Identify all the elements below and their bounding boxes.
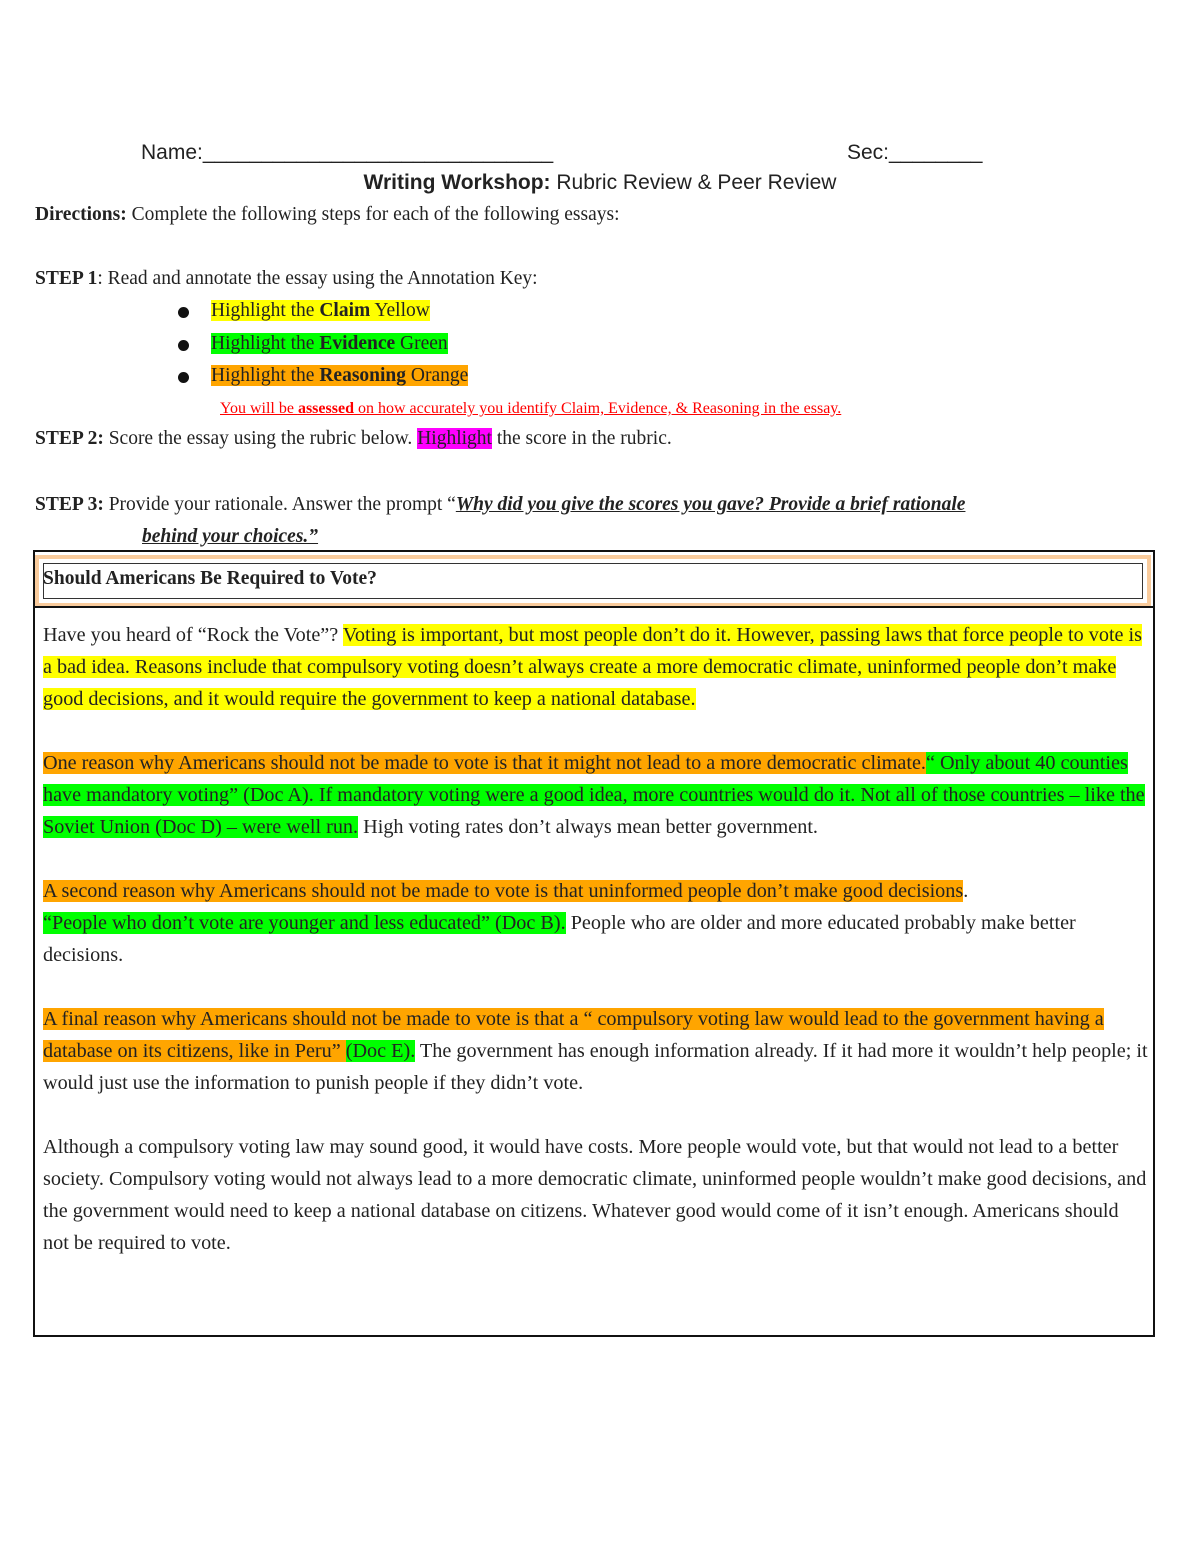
bullet-pre: Highlight the bbox=[211, 332, 320, 354]
directions-label: Directions: bbox=[35, 204, 127, 225]
step3-prompt-line1: Why did you give the scores you gave? Provide a brief rationale bbox=[455, 494, 966, 515]
section-field bbox=[847, 141, 982, 165]
bullet-bold: Claim bbox=[319, 300, 371, 321]
reasoning-text: A final reason why Americans should not be made to vote is that a “ compulsory voting law would lead to the government having a database on its citizens, like in Peru” bbox=[43, 1008, 1104, 1062]
bullet-bold: Reasoning bbox=[319, 365, 407, 386]
annotation-claim bbox=[178, 296, 468, 329]
essay-paragraph-3 bbox=[43, 875, 1148, 971]
essay-text: People who are older and more educated probably make better decisions. bbox=[43, 912, 1076, 966]
bullet-post: Yellow bbox=[370, 300, 430, 321]
essay-paragraph-4 bbox=[43, 1003, 1148, 1099]
evidence-text: “People who don’t vote are younger and less educated” (Doc B). bbox=[43, 912, 566, 934]
essay-body bbox=[43, 619, 1148, 1259]
directions-text: Complete the following steps for each of the following essays: bbox=[126, 204, 620, 225]
essay-title: Should Americans Be Required to Vote? bbox=[43, 568, 377, 589]
step2-text-pre: Score the essay using the rubric below. bbox=[103, 428, 418, 449]
reasoning-highlight bbox=[211, 365, 468, 386]
evidence-highlight bbox=[211, 333, 448, 354]
essay-paragraph-2 bbox=[43, 747, 1148, 843]
name-field bbox=[141, 141, 553, 165]
title-rest: Rubric Review & Peer Review bbox=[550, 171, 837, 194]
essay-text: High voting rates don’t always mean better government. bbox=[358, 816, 818, 838]
evidence-text: “ Only about 40 counties have mandatory voting” (Doc A). If mandatory voting were a good idea, more countries would do it. Not all of those countries – like the Soviet Union (Doc D) – were well run. bbox=[43, 752, 1145, 838]
bullet-pre: Highlight the bbox=[211, 365, 320, 386]
reasoning-text: One reason why Americans should not be made to vote is that it might not lead to a more democratic climate. bbox=[43, 752, 926, 774]
claim-text: Voting is important, but most people don’t do it. However, passing laws that force people to vote is a bad idea. Reasons include that compulsory voting doesn’t always create a more democratic climate, uninformed people don’t make good decisions, and it would require the government to keep a national database. bbox=[43, 624, 1143, 710]
essay-divider bbox=[33, 606, 1155, 608]
step3-label: STEP 3: bbox=[35, 494, 104, 515]
assessment-warning bbox=[220, 400, 841, 418]
warning-pre: You will be bbox=[220, 400, 298, 417]
highlight-word: Highlight bbox=[417, 428, 492, 449]
step3-prompt-line2: behind your choices.” bbox=[142, 526, 319, 547]
step2-label: STEP 2: bbox=[35, 428, 104, 449]
annotation-evidence bbox=[178, 329, 468, 362]
annotation-key-list bbox=[178, 296, 468, 394]
sec-label: Sec: bbox=[847, 141, 890, 164]
name-label: Name: bbox=[141, 141, 203, 164]
essay-paragraph-1 bbox=[43, 619, 1148, 715]
warning-post: on how accurately you identify Claim, Evidence, & Reasoning in the essay. bbox=[353, 400, 842, 417]
step1 bbox=[35, 268, 538, 290]
title-bold: Writing Workshop: bbox=[363, 171, 551, 194]
bullet-pre: Highlight the bbox=[211, 300, 320, 321]
claim-highlight bbox=[211, 300, 430, 321]
essay-paragraph-5: Although a compulsory voting law may sound good, it would have costs. More people would vote, but that would not lead to a better society. Compulsory voting would not always lead to a more democratic climate, uninformed people wouldn’t make good decisions, and the government would need to keep a national database on citizens. Whatever good would come of it isn’t enough. Americans should not be required to vote. bbox=[43, 1136, 1147, 1254]
bullet-post: Green bbox=[395, 332, 448, 354]
annotation-reasoning bbox=[178, 361, 468, 394]
evidence-text: (Doc E). bbox=[345, 1040, 416, 1062]
bullet-post: Orange bbox=[406, 365, 469, 386]
essay-title-cell bbox=[35, 555, 1151, 607]
essay-text: The government has enough information already. If it had more it wouldn’t help people; it would just use the information to punish people if they didn’t vote. bbox=[43, 1040, 1148, 1094]
essay-text: Have you heard of “Rock the Vote”? bbox=[43, 624, 343, 646]
step3-continued bbox=[142, 526, 318, 548]
sec-blank: ________ bbox=[889, 141, 983, 164]
warning-bold: assessed bbox=[297, 400, 354, 417]
step2 bbox=[35, 428, 672, 450]
step1-label: STEP 1 bbox=[35, 268, 98, 289]
bullet-bold: Evidence bbox=[319, 332, 396, 354]
step2-text-post: the score in the rubric. bbox=[491, 428, 672, 449]
directions bbox=[35, 204, 620, 226]
step1-text: : Read and annotate the essay using the Annotation Key: bbox=[97, 268, 538, 289]
reasoning-text: A second reason why Americans should not be made to vote is that uninformed people don’t make good decisions bbox=[43, 880, 964, 902]
essay-text: . bbox=[963, 880, 969, 902]
step3 bbox=[35, 494, 965, 516]
name-blank: ______________________________ bbox=[202, 141, 554, 164]
page-title bbox=[0, 171, 1200, 195]
step3-text: Provide your rationale. Answer the prompt “ bbox=[103, 494, 456, 515]
